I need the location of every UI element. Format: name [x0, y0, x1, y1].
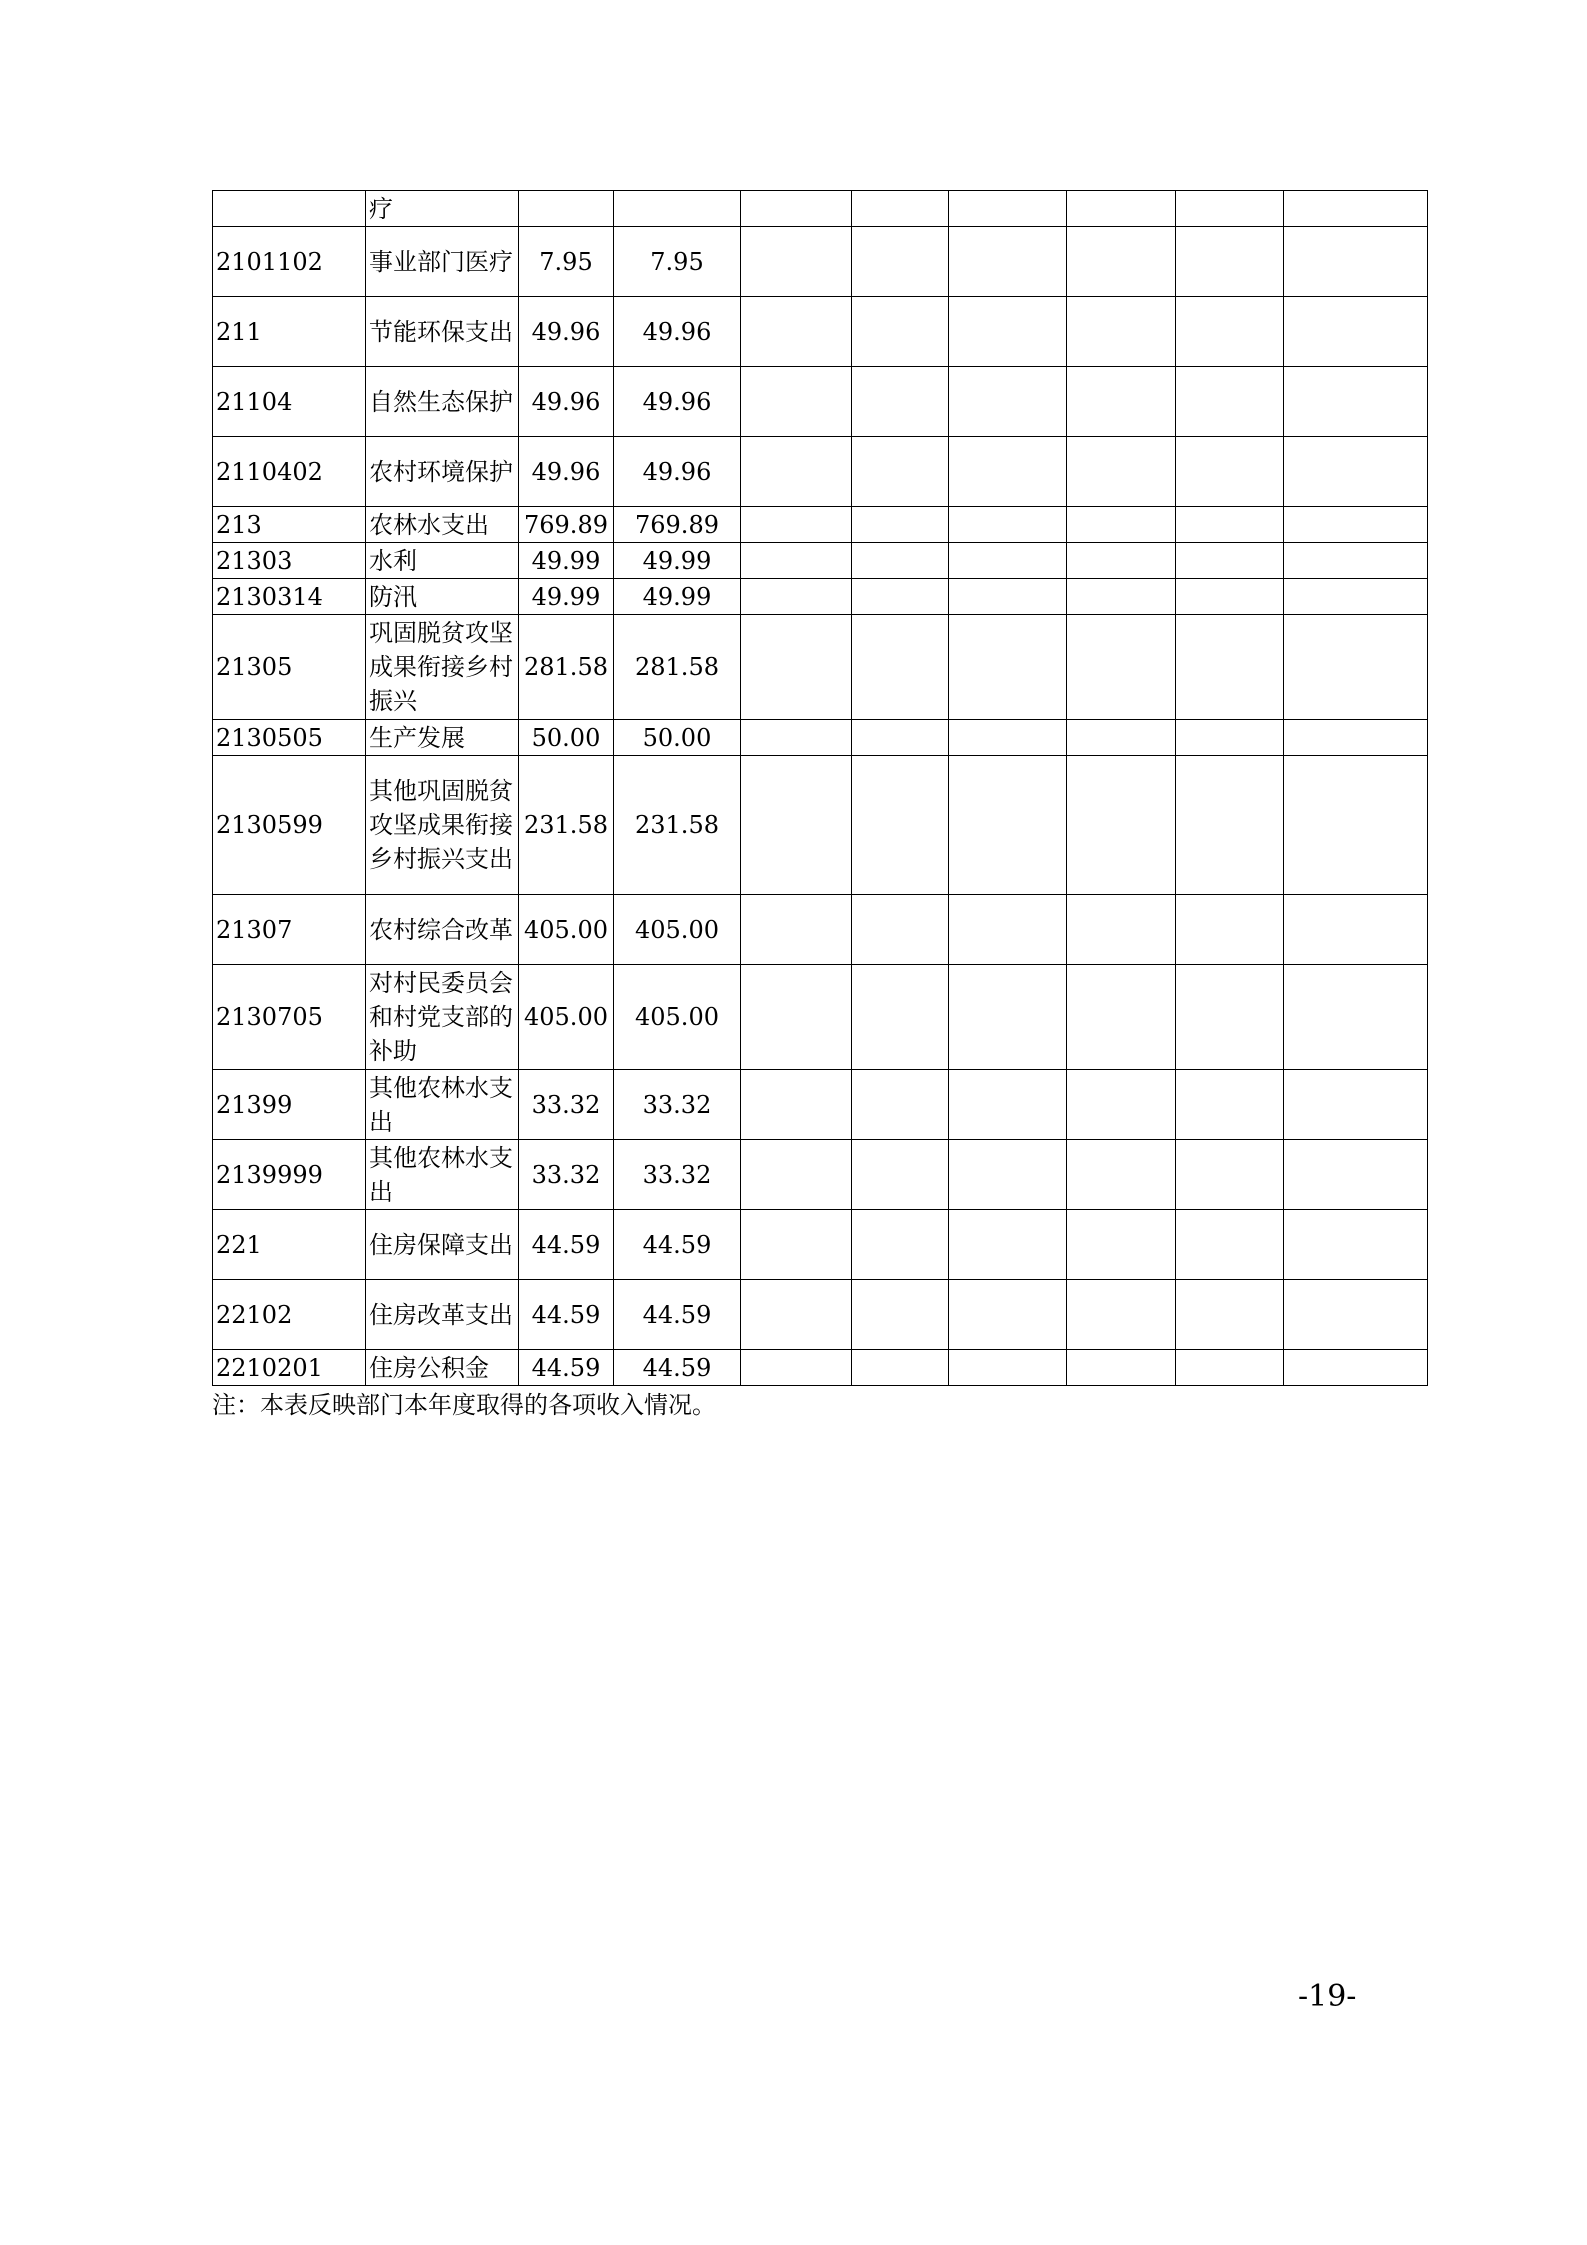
- empty-cell: [852, 579, 949, 615]
- row-fiscal: 33.32: [614, 1070, 741, 1140]
- table-row: [213, 579, 1428, 615]
- empty-cell: [1067, 297, 1176, 367]
- empty-cell: [949, 1350, 1067, 1386]
- empty-cell: [1176, 367, 1284, 437]
- empty-cell: [1067, 720, 1176, 756]
- table-row: [213, 895, 1428, 965]
- empty-cell: [1067, 1280, 1176, 1350]
- empty-cell: [1176, 1350, 1284, 1386]
- row-code: 21305: [213, 615, 366, 720]
- empty-cell: [741, 297, 852, 367]
- empty-cell: [741, 720, 852, 756]
- row-fiscal: 44.59: [614, 1350, 741, 1386]
- row-total: 49.96: [519, 367, 614, 437]
- empty-cell: [1176, 1070, 1284, 1140]
- empty-cell: [1284, 507, 1428, 543]
- row-name: 住房公积金: [366, 1350, 519, 1386]
- empty-cell: [1067, 1140, 1176, 1210]
- empty-cell: [949, 720, 1067, 756]
- empty-cell: [741, 227, 852, 297]
- table-note: 注：本表反映部门本年度取得的各项收入情况。: [212, 1391, 716, 1419]
- row-fiscal: 7.95: [614, 227, 741, 297]
- row-name: 节能环保支出: [366, 297, 519, 367]
- table-row: [213, 615, 1428, 720]
- empty-cell: [949, 1210, 1067, 1280]
- row-total: 7.95: [519, 227, 614, 297]
- empty-cell: [949, 191, 1067, 227]
- income-table: [212, 190, 1428, 1386]
- row-total: 281.58: [519, 615, 614, 720]
- table-row: [213, 1280, 1428, 1350]
- empty-cell: [852, 1070, 949, 1140]
- empty-cell: [949, 1280, 1067, 1350]
- empty-cell: [1176, 543, 1284, 579]
- empty-cell: [852, 615, 949, 720]
- empty-cell: [1284, 720, 1428, 756]
- empty-cell: [852, 367, 949, 437]
- row-fiscal: 50.00: [614, 720, 741, 756]
- table-row: [213, 297, 1428, 367]
- empty-cell: [1176, 895, 1284, 965]
- empty-cell: [741, 437, 852, 507]
- row-code: 2130505: [213, 720, 366, 756]
- empty-cell: [949, 965, 1067, 1070]
- row-total: 33.32: [519, 1070, 614, 1140]
- empty-cell: [1067, 1350, 1176, 1386]
- empty-cell: [1176, 227, 1284, 297]
- row-fiscal: 44.59: [614, 1280, 741, 1350]
- empty-cell: [852, 227, 949, 297]
- table-row: [213, 965, 1428, 1070]
- empty-cell: [1067, 756, 1176, 895]
- empty-cell: [741, 615, 852, 720]
- row-name: 其他农林水支出: [366, 1070, 519, 1140]
- empty-cell: [1067, 191, 1176, 227]
- empty-cell: [741, 1140, 852, 1210]
- row-name: 农村环境保护: [366, 437, 519, 507]
- row-code: [213, 191, 366, 227]
- empty-cell: [852, 756, 949, 895]
- empty-cell: [1284, 1350, 1428, 1386]
- row-name: 自然生态保护: [366, 367, 519, 437]
- empty-cell: [1067, 615, 1176, 720]
- row-fiscal: 33.32: [614, 1140, 741, 1210]
- row-total: 405.00: [519, 895, 614, 965]
- empty-cell: [949, 579, 1067, 615]
- empty-cell: [852, 1210, 949, 1280]
- row-fiscal: 49.96: [614, 297, 741, 367]
- row-name: 住房保障支出: [366, 1210, 519, 1280]
- empty-cell: [1176, 297, 1284, 367]
- empty-cell: [1067, 227, 1176, 297]
- empty-cell: [1284, 191, 1428, 227]
- table-row: [213, 1070, 1428, 1140]
- row-code: 21399: [213, 1070, 366, 1140]
- empty-cell: [852, 297, 949, 367]
- empty-cell: [852, 965, 949, 1070]
- empty-cell: [741, 191, 852, 227]
- row-code: 22102: [213, 1280, 366, 1350]
- empty-cell: [852, 895, 949, 965]
- row-name: 疗: [366, 191, 519, 227]
- empty-cell: [852, 1350, 949, 1386]
- row-total: 49.99: [519, 543, 614, 579]
- row-fiscal: 49.99: [614, 543, 741, 579]
- row-code: 213: [213, 507, 366, 543]
- empty-cell: [1067, 579, 1176, 615]
- table-row: [213, 756, 1428, 895]
- empty-cell: [1284, 297, 1428, 367]
- empty-cell: [1284, 1280, 1428, 1350]
- empty-cell: [852, 720, 949, 756]
- row-code: 2130314: [213, 579, 366, 615]
- empty-cell: [852, 191, 949, 227]
- empty-cell: [1176, 965, 1284, 1070]
- empty-cell: [1284, 437, 1428, 507]
- empty-cell: [741, 756, 852, 895]
- row-code: 2130705: [213, 965, 366, 1070]
- empty-cell: [741, 579, 852, 615]
- empty-cell: [1176, 720, 1284, 756]
- row-total: 44.59: [519, 1280, 614, 1350]
- empty-cell: [741, 895, 852, 965]
- row-code: 2139999: [213, 1140, 366, 1210]
- table-row: [213, 1210, 1428, 1280]
- empty-cell: [1284, 756, 1428, 895]
- empty-cell: [852, 437, 949, 507]
- empty-cell: [949, 367, 1067, 437]
- empty-cell: [1067, 895, 1176, 965]
- row-fiscal: 405.00: [614, 895, 741, 965]
- row-code: 211: [213, 297, 366, 367]
- empty-cell: [1284, 1210, 1428, 1280]
- table-row: [213, 543, 1428, 579]
- empty-cell: [1176, 579, 1284, 615]
- row-fiscal: 49.96: [614, 367, 741, 437]
- empty-cell: [1176, 615, 1284, 720]
- row-total: 44.59: [519, 1210, 614, 1280]
- row-total: 231.58: [519, 756, 614, 895]
- empty-cell: [1284, 579, 1428, 615]
- row-name: 农林水支出: [366, 507, 519, 543]
- row-name: 农村综合改革: [366, 895, 519, 965]
- row-code: 2210201: [213, 1350, 366, 1386]
- row-fiscal: 231.58: [614, 756, 741, 895]
- row-total: 33.32: [519, 1140, 614, 1210]
- empty-cell: [1284, 895, 1428, 965]
- empty-cell: [741, 367, 852, 437]
- empty-cell: [852, 1280, 949, 1350]
- empty-cell: [741, 507, 852, 543]
- empty-cell: [1284, 615, 1428, 720]
- row-total: 50.00: [519, 720, 614, 756]
- empty-cell: [1284, 1140, 1428, 1210]
- row-code: 21307: [213, 895, 366, 965]
- empty-cell: [1176, 1140, 1284, 1210]
- empty-cell: [1067, 1210, 1176, 1280]
- row-total: 49.99: [519, 579, 614, 615]
- row-name: 防汛: [366, 579, 519, 615]
- empty-cell: [1176, 437, 1284, 507]
- empty-cell: [852, 543, 949, 579]
- empty-cell: [741, 543, 852, 579]
- row-name: 住房改革支出: [366, 1280, 519, 1350]
- empty-cell: [1067, 543, 1176, 579]
- empty-cell: [1284, 367, 1428, 437]
- row-code: 21104: [213, 367, 366, 437]
- row-code: 221: [213, 1210, 366, 1280]
- row-total: [519, 191, 614, 227]
- empty-cell: [1284, 965, 1428, 1070]
- row-name: 事业部门医疗: [366, 227, 519, 297]
- empty-cell: [1176, 507, 1284, 543]
- empty-cell: [949, 507, 1067, 543]
- table-row: [213, 1350, 1428, 1386]
- empty-cell: [741, 1070, 852, 1140]
- row-name: 水利: [366, 543, 519, 579]
- empty-cell: [741, 1280, 852, 1350]
- table-row: [213, 1140, 1428, 1210]
- row-fiscal: 769.89: [614, 507, 741, 543]
- table-row: [213, 437, 1428, 507]
- empty-cell: [1284, 227, 1428, 297]
- row-total: 49.96: [519, 437, 614, 507]
- empty-cell: [741, 1210, 852, 1280]
- table-row: [213, 227, 1428, 297]
- empty-cell: [1284, 1070, 1428, 1140]
- empty-cell: [741, 965, 852, 1070]
- row-total: 769.89: [519, 507, 614, 543]
- table-row: [213, 720, 1428, 756]
- empty-cell: [1176, 756, 1284, 895]
- table-row: [213, 367, 1428, 437]
- empty-cell: [949, 297, 1067, 367]
- empty-cell: [949, 543, 1067, 579]
- row-total: 405.00: [519, 965, 614, 1070]
- empty-cell: [949, 1070, 1067, 1140]
- row-fiscal: 405.00: [614, 965, 741, 1070]
- empty-cell: [1176, 1210, 1284, 1280]
- row-fiscal: 281.58: [614, 615, 741, 720]
- empty-cell: [949, 756, 1067, 895]
- empty-cell: [1067, 507, 1176, 543]
- row-name: 巩固脱贫攻坚成果衔接乡村振兴: [366, 615, 519, 720]
- row-name: 对村民委员会和村党支部的补助: [366, 965, 519, 1070]
- row-name: 生产发展: [366, 720, 519, 756]
- row-code: 2101102: [213, 227, 366, 297]
- empty-cell: [852, 507, 949, 543]
- row-fiscal: 44.59: [614, 1210, 741, 1280]
- empty-cell: [949, 437, 1067, 507]
- row-fiscal: 49.99: [614, 579, 741, 615]
- empty-cell: [949, 895, 1067, 965]
- row-name: 其他巩固脱贫攻坚成果衔接乡村振兴支出: [366, 756, 519, 895]
- page-number: -19-: [1298, 1979, 1357, 2014]
- empty-cell: [741, 1350, 852, 1386]
- empty-cell: [949, 615, 1067, 720]
- empty-cell: [1067, 437, 1176, 507]
- row-code: 2130599: [213, 756, 366, 895]
- table-row: [213, 507, 1428, 543]
- empty-cell: [1067, 367, 1176, 437]
- empty-cell: [949, 1140, 1067, 1210]
- row-code: 21303: [213, 543, 366, 579]
- row-total: 44.59: [519, 1350, 614, 1386]
- empty-cell: [852, 1140, 949, 1210]
- row-fiscal: [614, 191, 741, 227]
- empty-cell: [1176, 1280, 1284, 1350]
- row-fiscal: 49.96: [614, 437, 741, 507]
- empty-cell: [1284, 543, 1428, 579]
- row-total: 49.96: [519, 297, 614, 367]
- row-code: 2110402: [213, 437, 366, 507]
- row-name: 其他农林水支出: [366, 1140, 519, 1210]
- empty-cell: [1067, 1070, 1176, 1140]
- empty-cell: [1176, 191, 1284, 227]
- table-row: [213, 191, 1428, 227]
- empty-cell: [949, 227, 1067, 297]
- empty-cell: [1067, 965, 1176, 1070]
